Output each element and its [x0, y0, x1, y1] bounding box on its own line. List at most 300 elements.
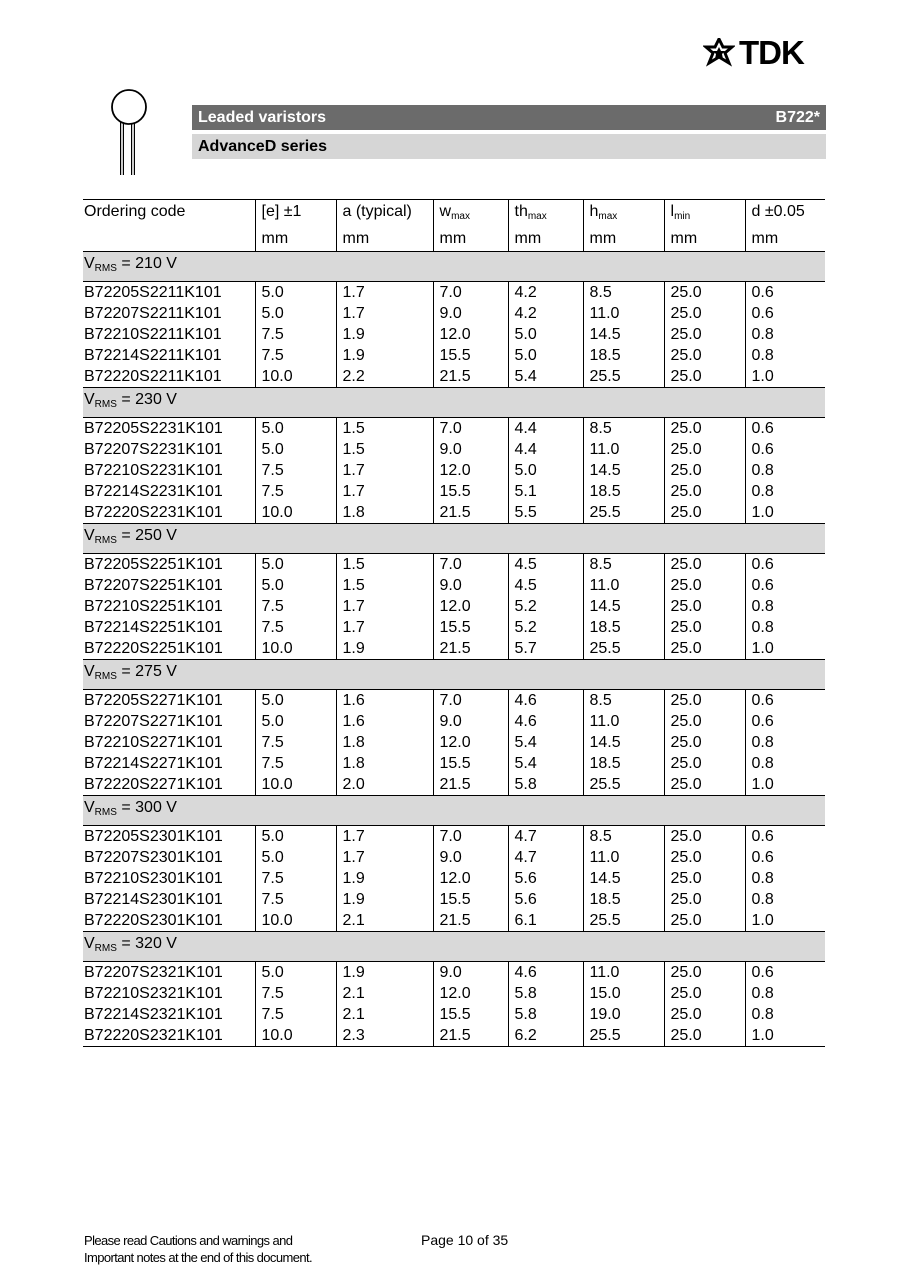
table-cell: 25.5 — [583, 366, 664, 388]
table-cell: 25.0 — [664, 889, 745, 910]
table-cell: 7.5 — [255, 868, 336, 889]
table-cell: 1.9 — [336, 962, 433, 984]
table-cell: 7.0 — [433, 826, 508, 848]
table-cell: 21.5 — [433, 366, 508, 388]
ordering-code-cell: B72214S2301K101 — [84, 891, 223, 908]
table-cell: 25.0 — [664, 481, 745, 502]
column-header: d ±0.05 — [745, 200, 825, 229]
column-header: $w_{max}$ — [433, 200, 508, 229]
ordering-code-cell: B72214S2211K101 — [84, 347, 222, 364]
tdk-emblem-icon — [703, 38, 735, 68]
table-cell: 7.5 — [255, 596, 336, 617]
ordering-code-cell: B72207S2321K101 — [84, 964, 223, 981]
brand-name: TDK — [739, 34, 804, 71]
table-row — [83, 889, 825, 910]
table-cell: 5.0 — [255, 303, 336, 324]
ordering-code-cell: B72220S2271K101 — [84, 776, 223, 793]
table-cell: 11.0 — [583, 575, 664, 596]
column-header: $l_{min}$ — [664, 200, 745, 229]
varistor-component-icon — [106, 88, 150, 178]
ordering-code-cell: B72214S2231K101 — [84, 483, 223, 500]
ordering-code-cell: B72210S2211K101 — [84, 326, 222, 343]
column-unit: mm — [664, 228, 745, 252]
table-cell: 4.4 — [508, 439, 583, 460]
table-cell: 7.5 — [255, 617, 336, 638]
table-cell: 25.0 — [664, 826, 745, 848]
table-cell: 18.5 — [583, 345, 664, 366]
table-cell: 25.0 — [664, 962, 745, 984]
voltage-group-label: $V_{RMS} = 300$ V — [83, 796, 825, 826]
table-cell: 25.0 — [664, 366, 745, 388]
voltage-group-label: $V_{RMS} = 210$ V — [83, 252, 825, 282]
table-row — [83, 774, 825, 796]
series-bar — [192, 134, 826, 159]
table-cell: 1.7 — [336, 596, 433, 617]
table-cell: 5.2 — [508, 596, 583, 617]
table-cell: 1.9 — [336, 638, 433, 660]
table-cell: 7.5 — [255, 889, 336, 910]
table-cell: 10.0 — [255, 366, 336, 388]
table-row — [83, 847, 825, 868]
table-row — [83, 617, 825, 638]
table-cell: 0.6 — [745, 554, 825, 576]
table-cell: 25.0 — [664, 732, 745, 753]
table-cell: 7.5 — [255, 481, 336, 502]
table-cell: 1.8 — [336, 753, 433, 774]
table-row — [83, 575, 825, 596]
table-cell: 0.6 — [745, 826, 825, 848]
table-cell: 5.4 — [508, 732, 583, 753]
table-cell: 0.6 — [745, 303, 825, 324]
table-cell: 2.3 — [336, 1025, 433, 1047]
table-cell: 12.0 — [433, 983, 508, 1004]
table-cell: 5.7 — [508, 638, 583, 660]
table-cell: 25.0 — [664, 774, 745, 796]
table-cell: 8.5 — [583, 690, 664, 712]
table-row — [83, 439, 825, 460]
header-title-bar — [192, 105, 826, 130]
table-row — [83, 910, 825, 932]
table-cell: 2.1 — [336, 1004, 433, 1025]
table-cell: 1.7 — [336, 460, 433, 481]
table-cell: 21.5 — [433, 502, 508, 524]
column-header: Ordering code — [83, 200, 255, 229]
table-cell: 5.8 — [508, 774, 583, 796]
table-cell: 0.8 — [745, 753, 825, 774]
table-cell: 2.1 — [336, 910, 433, 932]
table-cell: 2.2 — [336, 366, 433, 388]
table-cell: 5.4 — [508, 366, 583, 388]
table-cell: 0.8 — [745, 1004, 825, 1025]
table-cell: 10.0 — [255, 774, 336, 796]
table-cell: 25.0 — [664, 868, 745, 889]
table-cell: 9.0 — [433, 303, 508, 324]
ordering-code-cell: B72210S2301K101 — [84, 870, 223, 887]
table-cell: 0.8 — [745, 596, 825, 617]
table-cell: 5.0 — [255, 418, 336, 440]
table-row — [83, 502, 825, 524]
table-row — [83, 418, 825, 440]
ordering-code-cell: B72220S2301K101 — [84, 912, 223, 929]
ordering-code-cell: B72210S2321K101 — [84, 985, 223, 1002]
table-cell: 5.0 — [255, 439, 336, 460]
table-cell: 25.0 — [664, 303, 745, 324]
table-cell: 21.5 — [433, 638, 508, 660]
voltage-group-header — [83, 660, 825, 690]
voltage-group-header — [83, 932, 825, 962]
table-cell: 1.5 — [336, 418, 433, 440]
table-cell: 0.8 — [745, 460, 825, 481]
table-cell: 1.0 — [745, 1025, 825, 1047]
table-cell: 10.0 — [255, 502, 336, 524]
table-cell: 5.0 — [255, 826, 336, 848]
table-cell: 25.5 — [583, 1025, 664, 1047]
table-cell: 25.0 — [664, 502, 745, 524]
table-cell: 18.5 — [583, 889, 664, 910]
table-cell: 12.0 — [433, 596, 508, 617]
table-cell: 9.0 — [433, 439, 508, 460]
table-cell: 9.0 — [433, 847, 508, 868]
table-cell: 4.2 — [508, 303, 583, 324]
table-cell: 0.6 — [745, 575, 825, 596]
table-cell: 1.8 — [336, 502, 433, 524]
table-row — [83, 1004, 825, 1025]
table-cell: 25.0 — [664, 418, 745, 440]
table-cell: 0.6 — [745, 439, 825, 460]
table-row — [83, 711, 825, 732]
table-cell: 12.0 — [433, 868, 508, 889]
table-cell: 5.0 — [255, 711, 336, 732]
table-cell: 9.0 — [433, 711, 508, 732]
ordering-code-cell: B72207S2271K101 — [84, 713, 223, 730]
table-cell: 4.7 — [508, 847, 583, 868]
table-cell: 7.0 — [433, 282, 508, 304]
table-cell: 21.5 — [433, 774, 508, 796]
table-cell: 25.0 — [664, 638, 745, 660]
ordering-code-cell: B72220S2321K101 — [83, 1025, 255, 1047]
table-unit-row — [83, 228, 825, 252]
table-cell: 12.0 — [433, 460, 508, 481]
column-unit: mm — [583, 228, 664, 252]
table-cell: 1.6 — [336, 711, 433, 732]
table-cell: 7.5 — [255, 732, 336, 753]
table-cell: 0.8 — [745, 617, 825, 638]
table-cell: 1.7 — [336, 617, 433, 638]
table-cell: 1.0 — [745, 502, 825, 524]
table-cell: 7.5 — [255, 345, 336, 366]
table-cell: 15.5 — [433, 1004, 508, 1025]
table-cell: 11.0 — [583, 962, 664, 984]
table-cell: 0.6 — [745, 418, 825, 440]
table-cell: 25.0 — [664, 282, 745, 304]
table-cell: 8.5 — [583, 282, 664, 304]
table-row — [83, 596, 825, 617]
table-cell: 0.6 — [745, 711, 825, 732]
table-cell: 14.5 — [583, 460, 664, 481]
product-title: Leaded varistors — [198, 108, 327, 126]
table-cell: 4.6 — [508, 962, 583, 984]
table-cell: 5.1 — [508, 481, 583, 502]
table-cell: 14.5 — [583, 324, 664, 345]
table-cell: 1.9 — [336, 345, 433, 366]
table-cell: 0.6 — [745, 962, 825, 984]
column-unit — [83, 228, 255, 252]
series-title: AdvanceD series — [198, 137, 327, 155]
table-cell: 25.5 — [583, 502, 664, 524]
ordering-code-cell: B72210S2251K101 — [84, 598, 223, 615]
table-cell: 25.0 — [664, 983, 745, 1004]
table-row — [83, 345, 825, 366]
table-cell: 8.5 — [583, 826, 664, 848]
table-cell: 25.0 — [664, 439, 745, 460]
table-cell: 15.5 — [433, 345, 508, 366]
table-cell: 4.4 — [508, 418, 583, 440]
ordering-code-cell: B72220S2251K101 — [84, 640, 223, 657]
table-cell: 0.6 — [745, 690, 825, 712]
table-cell: 5.0 — [255, 554, 336, 576]
voltage-group-header — [83, 388, 825, 418]
table-row — [83, 366, 825, 388]
voltage-group-label: $V_{RMS} = 230$ V — [83, 388, 825, 418]
table-cell: 1.0 — [745, 638, 825, 660]
table-cell: 25.0 — [664, 1004, 745, 1025]
table-cell: 2.0 — [336, 774, 433, 796]
table-cell: 5.8 — [508, 983, 583, 1004]
column-header: [e] ±1 — [255, 200, 336, 229]
table-cell: 1.5 — [336, 439, 433, 460]
table-cell: 0.8 — [745, 481, 825, 502]
ordering-code-cell: B72205S2211K101 — [84, 284, 222, 301]
table-cell: 9.0 — [433, 575, 508, 596]
table-cell: 5.6 — [508, 889, 583, 910]
table-cell: 4.2 — [508, 282, 583, 304]
ordering-code-cell: B72207S2301K101 — [84, 849, 223, 866]
table-cell: 1.7 — [336, 481, 433, 502]
table-row — [83, 690, 825, 712]
ordering-code-cell: B72205S2271K101 — [84, 692, 223, 709]
table-cell: 25.5 — [583, 638, 664, 660]
table-cell: 1.0 — [745, 910, 825, 932]
table-cell: 5.2 — [508, 617, 583, 638]
table-cell: 1.5 — [336, 575, 433, 596]
ordering-code-cell: B72205S2251K101 — [84, 556, 223, 573]
table-cell: 25.0 — [664, 345, 745, 366]
table-cell: 21.5 — [433, 910, 508, 932]
table-cell: 7.5 — [255, 983, 336, 1004]
table-cell: 5.6 — [508, 868, 583, 889]
table-cell: 1.7 — [336, 847, 433, 868]
table-cell: 1.0 — [745, 366, 825, 388]
table-cell: 21.5 — [433, 1025, 508, 1047]
table-cell: 5.0 — [508, 345, 583, 366]
table-cell: 0.6 — [745, 847, 825, 868]
table-cell: 19.0 — [583, 1004, 664, 1025]
product-code: B722* — [775, 108, 820, 126]
table-cell: 8.5 — [583, 554, 664, 576]
table-cell: 5.4 — [508, 753, 583, 774]
table-cell: 1.8 — [336, 732, 433, 753]
table-cell: 4.6 — [508, 690, 583, 712]
table-cell: 1.6 — [336, 690, 433, 712]
voltage-group-header — [83, 796, 825, 826]
table-cell: 1.0 — [745, 774, 825, 796]
table-cell: 0.8 — [745, 889, 825, 910]
table-cell: 11.0 — [583, 847, 664, 868]
table-cell: 8.5 — [583, 418, 664, 440]
table-cell: 5.5 — [508, 502, 583, 524]
table-cell: 15.5 — [433, 753, 508, 774]
page-number: Page 10 of 35 — [421, 1232, 509, 1248]
table-cell: 11.0 — [583, 439, 664, 460]
ordering-code-cell: B72220S2231K101 — [84, 504, 223, 521]
table-cell: 5.0 — [255, 282, 336, 304]
table-row — [83, 638, 825, 660]
table-cell: 1.5 — [336, 554, 433, 576]
table-row — [83, 753, 825, 774]
table-cell: 5.0 — [508, 324, 583, 345]
table-cell: 25.0 — [664, 690, 745, 712]
table-cell: 15.5 — [433, 617, 508, 638]
ordering-code-cell: B72214S2321K101 — [84, 1006, 223, 1023]
table-cell: 0.8 — [745, 868, 825, 889]
table-cell: 25.0 — [664, 460, 745, 481]
table-cell: 14.5 — [583, 868, 664, 889]
table-cell: 25.0 — [664, 596, 745, 617]
table-row — [83, 460, 825, 481]
table-cell: 1.9 — [336, 324, 433, 345]
column-unit: mm — [255, 228, 336, 252]
column-unit: mm — [508, 228, 583, 252]
table-cell: 6.1 — [508, 910, 583, 932]
table-row — [83, 826, 825, 848]
table-row — [83, 983, 825, 1004]
table-cell: 25.0 — [664, 847, 745, 868]
table-cell: 14.5 — [583, 732, 664, 753]
table-cell: 4.6 — [508, 711, 583, 732]
table-cell: 18.5 — [583, 753, 664, 774]
table-cell: 25.0 — [664, 575, 745, 596]
column-unit: mm — [336, 228, 433, 252]
table-cell: 1.9 — [336, 889, 433, 910]
ordering-code-cell: B72207S2231K101 — [84, 441, 223, 458]
table-cell: 7.5 — [255, 753, 336, 774]
table-cell: 0.8 — [745, 345, 825, 366]
column-header: $h_{max}$ — [583, 200, 664, 229]
table-cell: 10.0 — [255, 910, 336, 932]
column-header: a (typical) — [336, 200, 433, 229]
table-cell: 1.7 — [336, 303, 433, 324]
table-cell: 7.0 — [433, 418, 508, 440]
table-cell: 18.5 — [583, 617, 664, 638]
ordering-code-cell: B72210S2231K101 — [84, 462, 223, 479]
table-cell: 1.9 — [336, 868, 433, 889]
column-unit: mm — [745, 228, 825, 252]
table-cell: 18.5 — [583, 481, 664, 502]
voltage-group-label: $V_{RMS} = 275$ V — [83, 660, 825, 690]
table-cell: 5.8 — [508, 1004, 583, 1025]
table-cell: 25.0 — [664, 910, 745, 932]
table-cell: 0.6 — [745, 282, 825, 304]
table-cell: 5.0 — [508, 460, 583, 481]
voltage-group-label: $V_{RMS} = 320$ V — [83, 932, 825, 962]
ordering-code-cell: B72220S2211K101 — [84, 368, 222, 385]
table-cell: 25.5 — [583, 910, 664, 932]
table-cell: 12.0 — [433, 324, 508, 345]
ordering-code-cell: B72210S2271K101 — [84, 734, 223, 751]
cautions-notice: Please read Cautions and warnings and Important notes at the end of this document. — [84, 1233, 312, 1265]
table-cell: 25.5 — [583, 774, 664, 796]
table-cell: 25.0 — [664, 711, 745, 732]
table-cell: 10.0 — [255, 1025, 336, 1047]
table-cell: 7.0 — [433, 690, 508, 712]
table-cell: 5.0 — [255, 690, 336, 712]
column-unit: mm — [433, 228, 508, 252]
ordering-code-cell: B72205S2231K101 — [84, 420, 223, 437]
table-cell: 25.0 — [664, 753, 745, 774]
tdk-logo — [703, 36, 827, 70]
table-cell: 10.0 — [255, 638, 336, 660]
table-cell: 1.7 — [336, 826, 433, 848]
table-cell: 14.5 — [583, 596, 664, 617]
table-cell: 4.5 — [508, 554, 583, 576]
table-cell: 0.8 — [745, 324, 825, 345]
table-cell: 15.5 — [433, 889, 508, 910]
table-row — [83, 868, 825, 889]
table-cell: 2.1 — [336, 983, 433, 1004]
table-cell: 4.7 — [508, 826, 583, 848]
table-row — [83, 481, 825, 502]
ordering-code-cell: B72207S2251K101 — [84, 577, 223, 594]
table-cell: 7.5 — [255, 460, 336, 481]
ordering-code-table — [83, 199, 825, 1047]
table-cell: 5.0 — [255, 575, 336, 596]
table-cell: 25.0 — [664, 617, 745, 638]
table-cell: 6.2 — [508, 1025, 583, 1047]
table-cell: 1.7 — [336, 282, 433, 304]
table-cell: 0.8 — [745, 732, 825, 753]
table-cell: 15.0 — [583, 983, 664, 1004]
table-cell: 7.0 — [433, 554, 508, 576]
table-cell: 5.0 — [255, 962, 336, 984]
voltage-group-header — [83, 252, 825, 282]
voltage-group-label: $V_{RMS} = 250$ V — [83, 524, 825, 554]
ordering-code-cell: B72214S2251K101 — [84, 619, 223, 636]
table-cell: 4.5 — [508, 575, 583, 596]
table-row — [83, 732, 825, 753]
column-header: $th_{max}$ — [508, 200, 583, 229]
table-row — [83, 324, 825, 345]
table-row — [83, 962, 825, 984]
table-cell: 25.0 — [664, 554, 745, 576]
table-cell: 15.5 — [433, 481, 508, 502]
ordering-code-cell: B72207S2211K101 — [84, 305, 222, 322]
table-row — [83, 282, 825, 304]
table-cell: 25.0 — [664, 324, 745, 345]
table-header-row — [83, 200, 825, 229]
table-row — [83, 1025, 825, 1047]
table-cell: 0.8 — [745, 983, 825, 1004]
table-cell: 7.5 — [255, 324, 336, 345]
table-cell: 25.0 — [664, 1025, 745, 1047]
table-row — [83, 554, 825, 576]
table-cell: 9.0 — [433, 962, 508, 984]
table-cell: 7.5 — [255, 1004, 336, 1025]
table-cell: 12.0 — [433, 732, 508, 753]
table-cell: 11.0 — [583, 303, 664, 324]
table-cell: 11.0 — [583, 711, 664, 732]
voltage-group-header — [83, 524, 825, 554]
ordering-code-cell: B72205S2301K101 — [84, 828, 223, 845]
